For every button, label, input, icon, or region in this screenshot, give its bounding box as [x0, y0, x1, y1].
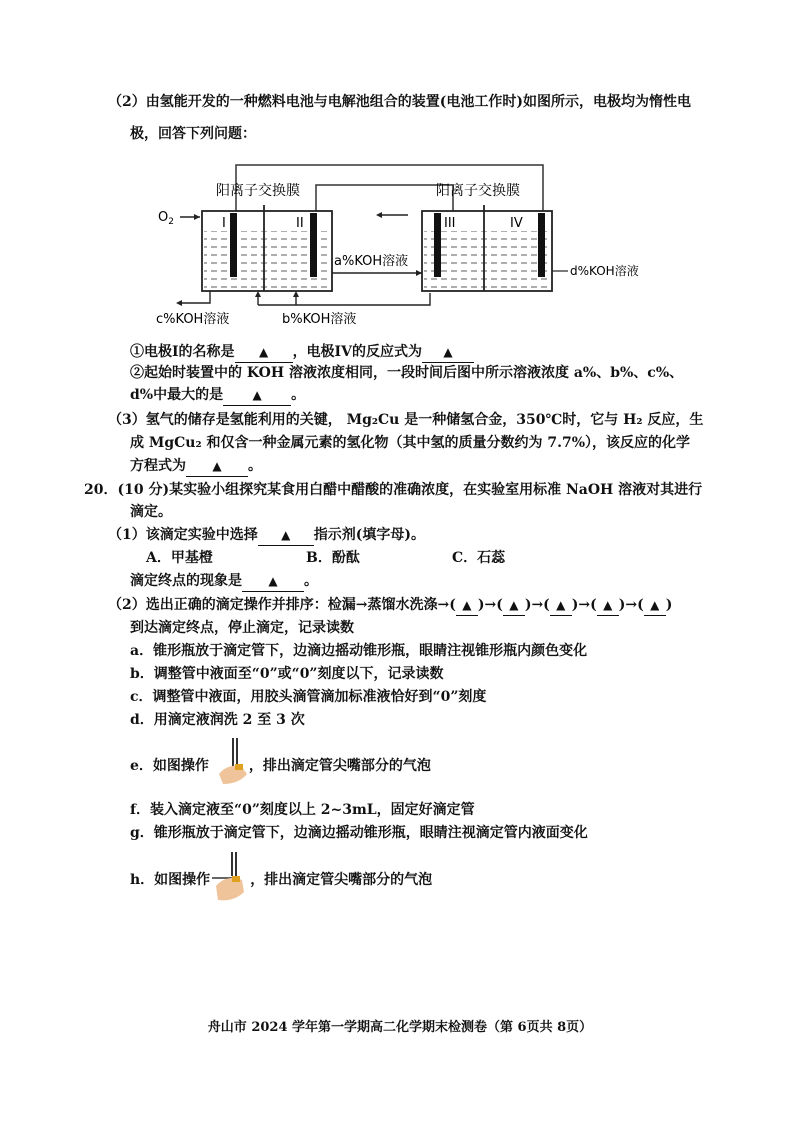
q20-header-line1: 20．(10 分)某实验小组探究某食用白醋中醋酸的准确浓度，在实验室用标准 NaOH 溶液对其进行	[84, 482, 703, 498]
electrode-IV-label: IV	[510, 216, 523, 231]
electrode-III-label: III	[444, 216, 456, 231]
step-e: e．如图操作 ，排出滴定管尖嘴部分的气泡	[130, 758, 431, 774]
electrode-II-label: II	[296, 216, 304, 231]
answer-blank-2[interactable]: ▲	[443, 345, 453, 359]
electrode-I-label: I	[222, 216, 226, 231]
step-f: f．装入滴定液至“0”刻度以上 2~3mL，固定好滴定管	[130, 802, 475, 818]
q20-endpoint: 滴定终点的现象是 ▲ 。	[130, 571, 318, 592]
order-blank-5[interactable]: ▲	[650, 598, 660, 612]
q20-option-b: B．酚酞	[306, 550, 360, 566]
membrane-left-label: 阳离子交换膜	[216, 183, 300, 199]
step-g: g．锥形瓶放于滴定管下，边滴边摇动锥形瓶，眼睛注视滴定管内液面变化	[130, 825, 588, 841]
order-blank-4[interactable]: ▲	[603, 598, 613, 612]
burette-tip-up-illustration-icon	[213, 738, 253, 788]
q19-part3-line2: 成 MgCu₂ 和仅含一种金属元素的氢化物（其中氢的质量分数约为 7.7%），该反应的化学	[130, 435, 691, 451]
b-solution-label: b%KOH溶液	[282, 312, 357, 327]
o2-label: $O_2$	[158, 210, 174, 227]
d-solution-label: d%KOH溶液	[570, 264, 639, 278]
order-blank-1[interactable]: ▲	[462, 598, 472, 612]
answer-blank-6[interactable]: ▲	[268, 574, 278, 588]
answer-blank-5[interactable]: ▲	[281, 528, 291, 542]
q20-option-a: A．甲基橙	[146, 550, 213, 566]
answer-blank-4[interactable]: ▲	[212, 459, 222, 473]
electrode-IV	[538, 213, 545, 277]
q20-header-line2: 滴定。	[130, 504, 172, 520]
electrode-III	[434, 213, 441, 277]
electrode-II	[310, 213, 317, 277]
answer-blank-3[interactable]: ▲	[252, 388, 262, 402]
order-blank-2[interactable]: ▲	[509, 598, 519, 612]
q20-part1: （1）该滴定实验中选择 ▲ 指示剂(填字母)。	[108, 525, 425, 546]
step-b: b．调整管中液面至“0”或“0”刻度以下，记录读数	[130, 666, 444, 682]
electrolytic-cell-electrolyte	[424, 231, 550, 289]
burette-bend-illustration-icon	[208, 852, 252, 904]
step-h: h．如图操作 ，排出滴定管尖嘴部分的气泡	[130, 872, 433, 888]
q19-sub2-line2: d%中最大的是 ▲ 。	[130, 385, 305, 406]
electrode-I	[230, 213, 237, 277]
electrochemistry-apparatus-diagram	[150, 155, 660, 335]
a-solution-label: a%KOH溶液	[334, 254, 409, 269]
membrane-right-label: 阳离子交换膜	[436, 183, 520, 199]
q20-part2-line2: 到达滴定终点，停止滴定，记录读数	[130, 620, 354, 636]
q19-part3-line1: （3）氢气的储存是氢能利用的关键， Mg₂Cu 是一种储氢合金，350℃时，它与 H₂ 反应，生	[108, 412, 704, 428]
q19-sub2-line1: ②起始时装置中的 KOH 溶液浓度相同，一段时间后图中所示溶液浓度 a%、b%、c%、	[130, 365, 684, 381]
step-a: a．锥形瓶放于滴定管下，边滴边摇动锥形瓶，眼睛注视锥形瓶内颜色变化	[130, 643, 588, 659]
q19-part3-line3: 方程式为 ▲ 。	[130, 456, 262, 477]
q19-sub1: ①电极I的名称是 ▲ ，电极IV的反应式为 ▲	[130, 342, 474, 363]
q20-part2-line1: （2）选出正确的滴定操作并排序：检漏→蒸馏水洗涤→( ▲ )→( ▲ )→( ▲ )→( ▲ )→( ▲ )	[108, 595, 672, 616]
step-c: c．调整管中液面，用胶头滴管滴加标准液恰好到“0”刻度	[130, 689, 487, 705]
page-footer: 舟山市 2024 学年第一学期高二化学期末检测卷（第 6页共 8页）	[207, 1020, 593, 1035]
q20-option-c: C．石蕊	[452, 550, 506, 566]
q19-part2-intro-line2: 极，回答下列问题：	[130, 126, 256, 142]
c-solution-label: c%KOH溶液	[156, 312, 230, 327]
inner-wire	[316, 185, 453, 211]
answer-blank-1[interactable]: ▲	[258, 345, 269, 359]
step-d: d．用滴定液润洗 2 至 3 次	[130, 712, 305, 728]
order-blank-3[interactable]: ▲	[556, 598, 566, 612]
q19-part2-intro-line1: （2）由氢能开发的一种燃料电池与电解池组合的装置(电池工作时)如图所示，电极均为惰性电	[108, 94, 691, 110]
